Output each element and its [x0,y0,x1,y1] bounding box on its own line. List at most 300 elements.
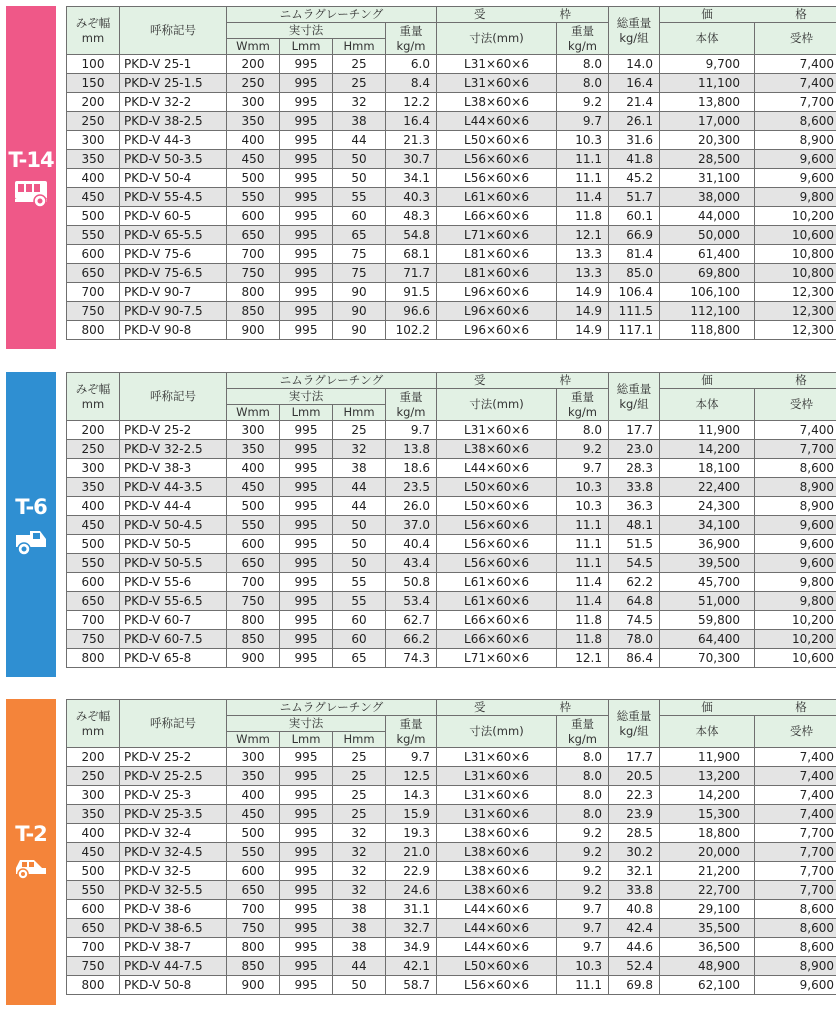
cell-frame-weight: 11.4 [557,592,609,611]
col-width: みぞ幅 mm [67,700,120,748]
cell-total-weight: 81.4 [609,245,660,264]
cell-code: PKD-V 50-5 [120,535,227,554]
cell-wmm: 900 [227,321,280,340]
cell-total-weight: 16.4 [609,74,660,93]
cell-width: 500 [67,535,120,554]
bus-icon [14,180,48,212]
cell-hmm: 25 [333,748,386,767]
cell-wmm: 350 [227,440,280,459]
col-grating: ニ ム ラ グ レ ー チ ン グ [227,7,437,23]
table-row [67,131,836,150]
cell-grating-weight: 71.7 [386,264,437,283]
cell-frame-size: L56×60×6 [437,516,557,535]
cell-total-weight: 32.1 [609,862,660,881]
cell-grating-weight: 42.1 [386,957,437,976]
cell-code: PKD-V 65-5.5 [120,226,227,245]
cell-grating-weight: 12.5 [386,767,437,786]
cell-frame-weight: 11.8 [557,207,609,226]
cell-frame-weight: 14.9 [557,302,609,321]
cell-price-body: 39,500 [660,554,755,573]
cell-price-frame: 7,700 [755,862,836,881]
cell-width: 800 [67,321,120,340]
cell-frame-weight: 8.0 [557,421,609,440]
cell-wmm: 900 [227,649,280,668]
cell-wmm: 400 [227,131,280,150]
cell-frame-size: L38×60×6 [437,843,557,862]
cell-frame-size: L66×60×6 [437,630,557,649]
cell-frame-size: L31×60×6 [437,786,557,805]
table-row [67,283,836,302]
cell-wmm: 750 [227,919,280,938]
cell-lmm: 995 [280,207,333,226]
cell-width: 100 [67,55,120,74]
cell-wmm: 550 [227,516,280,535]
cell-wmm: 750 [227,592,280,611]
cell-width: 200 [67,93,120,112]
cell-code: PKD-V 90-7 [120,283,227,302]
cell-price-frame: 9,600 [755,150,836,169]
cell-grating-weight: 58.7 [386,976,437,995]
table-row [67,150,836,169]
cell-lmm: 995 [280,805,333,824]
table-row [67,302,836,321]
cell-width: 200 [67,748,120,767]
cell-lmm: 995 [280,516,333,535]
cell-price-frame: 9,600 [755,169,836,188]
cell-grating-weight: 50.8 [386,573,437,592]
col-lmm: Lmm [280,39,333,55]
cell-wmm: 700 [227,900,280,919]
load-class-tab [6,6,56,349]
cell-frame-size: L44×60×6 [437,900,557,919]
cell-total-weight: 33.8 [609,478,660,497]
cell-code: PKD-V 90-8 [120,321,227,340]
cell-hmm: 75 [333,245,386,264]
cell-hmm: 60 [333,630,386,649]
cell-price-frame: 7,400 [755,74,836,93]
cell-code: PKD-V 25-2 [120,748,227,767]
cell-price-body: 22,400 [660,478,755,497]
table-row [67,93,836,112]
cell-frame-size: L31×60×6 [437,421,557,440]
cell-grating-weight: 9.7 [386,421,437,440]
cell-frame-size: L96×60×6 [437,321,557,340]
cell-frame-size: L38×60×6 [437,824,557,843]
cell-lmm: 995 [280,440,333,459]
cell-price-body: 18,800 [660,824,755,843]
table-row [67,573,836,592]
cell-grating-weight: 40.3 [386,188,437,207]
cell-frame-size: L50×60×6 [437,957,557,976]
cell-total-weight: 28.3 [609,459,660,478]
cell-total-weight: 78.0 [609,630,660,649]
cell-total-weight: 23.0 [609,440,660,459]
load-class-tab [6,699,56,1005]
cell-wmm: 800 [227,938,280,957]
cell-frame-weight: 9.2 [557,440,609,459]
cell-lmm: 995 [280,957,333,976]
col-frame-weight: 重量 kg/m [557,23,609,55]
cell-price-body: 24,300 [660,497,755,516]
table-row [67,919,836,938]
cell-lmm: 995 [280,188,333,207]
cell-price-frame: 10,600 [755,649,836,668]
cell-total-weight: 42.4 [609,919,660,938]
cell-hmm: 25 [333,805,386,824]
cell-code: PKD-V 50-4 [120,169,227,188]
cell-wmm: 200 [227,55,280,74]
cell-lmm: 995 [280,535,333,554]
cell-grating-weight: 19.3 [386,824,437,843]
table-row [67,957,836,976]
cell-grating-weight: 43.4 [386,554,437,573]
cell-hmm: 90 [333,283,386,302]
col-code: 呼称記号 [120,700,227,748]
cell-frame-size: L81×60×6 [437,264,557,283]
cell-price-frame: 7,700 [755,93,836,112]
cell-price-frame: 8,900 [755,497,836,516]
cell-grating-weight: 18.6 [386,459,437,478]
cell-wmm: 400 [227,459,280,478]
cell-total-weight: 86.4 [609,649,660,668]
cell-frame-weight: 8.0 [557,55,609,74]
col-price: 価 格 [660,373,836,389]
col-lmm: Lmm [280,732,333,748]
cell-frame-weight: 11.4 [557,188,609,207]
col-frame-size: 寸法(mm) [437,23,557,55]
col-price-body: 本体 [660,23,755,55]
spec-table [66,6,836,340]
col-total-weight: 総重量 kg/組 [609,700,660,748]
cell-hmm: 32 [333,824,386,843]
cell-total-weight: 111.5 [609,302,660,321]
cell-width: 750 [67,302,120,321]
cell-lmm: 995 [280,611,333,630]
cell-price-frame: 10,600 [755,226,836,245]
cell-code: PKD-V 60-7.5 [120,630,227,649]
cell-width: 450 [67,843,120,862]
col-lmm: Lmm [280,405,333,421]
cell-code: PKD-V 50-8 [120,976,227,995]
col-wmm: Wmm [227,405,280,421]
cell-code: PKD-V 50-5.5 [120,554,227,573]
col-price: 価 格 [660,7,836,23]
cell-grating-weight: 40.4 [386,535,437,554]
load-class-tab [6,372,56,677]
car-icon [14,854,48,884]
col-grating: ニ ム ラ グ レ ー チ ン グ [227,373,437,389]
col-frame-size: 寸法(mm) [437,389,557,421]
cell-total-weight: 22.3 [609,786,660,805]
cell-price-frame: 8,900 [755,957,836,976]
table-row [67,843,836,862]
cell-price-body: 48,900 [660,957,755,976]
cell-price-body: 38,000 [660,188,755,207]
table-row [67,900,836,919]
cell-total-weight: 106.4 [609,283,660,302]
spec-section [6,699,832,1005]
cell-lmm: 995 [280,150,333,169]
table-row [67,55,836,74]
cell-total-weight: 33.8 [609,881,660,900]
cell-frame-size: L56×60×6 [437,150,557,169]
cell-frame-weight: 9.2 [557,93,609,112]
cell-code: PKD-V 25-2 [120,421,227,440]
cell-price-body: 17,000 [660,112,755,131]
cell-total-weight: 74.5 [609,611,660,630]
cell-width: 800 [67,976,120,995]
cell-hmm: 50 [333,169,386,188]
cell-lmm: 995 [280,459,333,478]
cell-frame-size: L71×60×6 [437,226,557,245]
cell-total-weight: 44.6 [609,938,660,957]
cell-grating-weight: 62.7 [386,611,437,630]
col-grating-weight: 重量 kg/m [386,23,437,55]
cell-width: 750 [67,630,120,649]
cell-wmm: 750 [227,264,280,283]
table-row [67,169,836,188]
table-row [67,554,836,573]
cell-frame-weight: 13.3 [557,264,609,283]
cell-price-body: 22,700 [660,881,755,900]
cell-hmm: 44 [333,131,386,150]
cell-lmm: 995 [280,592,333,611]
cell-code: PKD-V 32-5.5 [120,881,227,900]
cell-price-frame: 10,200 [755,630,836,649]
cell-width: 550 [67,881,120,900]
load-class-label: T-6 [15,494,47,519]
cell-frame-size: L56×60×6 [437,169,557,188]
cell-lmm: 995 [280,55,333,74]
table-row [67,611,836,630]
table-row [67,805,836,824]
cell-grating-weight: 54.8 [386,226,437,245]
cell-price-body: 31,100 [660,169,755,188]
cell-frame-weight: 8.0 [557,748,609,767]
cell-lmm: 995 [280,919,333,938]
cell-total-weight: 117.1 [609,321,660,340]
cell-price-frame: 8,600 [755,919,836,938]
cell-code: PKD-V 32-4.5 [120,843,227,862]
cell-frame-weight: 8.0 [557,786,609,805]
cell-wmm: 700 [227,573,280,592]
table-row [67,207,836,226]
cell-hmm: 32 [333,93,386,112]
cell-frame-weight: 11.1 [557,169,609,188]
cell-total-weight: 48.1 [609,516,660,535]
cell-frame-size: L44×60×6 [437,919,557,938]
cell-code: PKD-V 25-3.5 [120,805,227,824]
cell-code: PKD-V 38-6 [120,900,227,919]
cell-lmm: 995 [280,283,333,302]
table-row [67,226,836,245]
cell-price-body: 13,800 [660,93,755,112]
cell-grating-weight: 21.0 [386,843,437,862]
cell-price-frame: 9,600 [755,516,836,535]
cell-total-weight: 36.3 [609,497,660,516]
cell-lmm: 995 [280,302,333,321]
cell-hmm: 75 [333,264,386,283]
cell-price-body: 59,800 [660,611,755,630]
cell-frame-weight: 11.1 [557,150,609,169]
cell-code: PKD-V 25-1 [120,55,227,74]
cell-frame-weight: 10.3 [557,131,609,150]
cell-width: 700 [67,938,120,957]
cell-price-frame: 7,700 [755,440,836,459]
cell-lmm: 995 [280,264,333,283]
cell-total-weight: 51.7 [609,188,660,207]
cell-price-frame: 7,700 [755,824,836,843]
cell-wmm: 300 [227,748,280,767]
cell-price-body: 118,800 [660,321,755,340]
cell-hmm: 44 [333,497,386,516]
col-grating-weight: 重量 kg/m [386,389,437,421]
cell-hmm: 65 [333,226,386,245]
cell-lmm: 995 [280,748,333,767]
cell-width: 700 [67,283,120,302]
cell-hmm: 38 [333,919,386,938]
cell-grating-weight: 9.7 [386,748,437,767]
cell-frame-weight: 11.8 [557,611,609,630]
cell-code: PKD-V 90-7.5 [120,302,227,321]
table-row [67,767,836,786]
cell-code: PKD-V 60-5 [120,207,227,226]
cell-hmm: 90 [333,302,386,321]
cell-wmm: 800 [227,611,280,630]
cell-price-body: 106,100 [660,283,755,302]
cell-grating-weight: 96.6 [386,302,437,321]
cell-price-body: 11,100 [660,74,755,93]
truck-icon [14,527,48,561]
cell-frame-size: L31×60×6 [437,767,557,786]
cell-hmm: 32 [333,843,386,862]
cell-grating-weight: 68.1 [386,245,437,264]
load-class-label: T-2 [15,822,47,846]
cell-price-body: 15,300 [660,805,755,824]
cell-frame-size: L44×60×6 [437,938,557,957]
cell-width: 650 [67,919,120,938]
cell-width: 600 [67,573,120,592]
cell-lmm: 995 [280,421,333,440]
cell-grating-weight: 34.9 [386,938,437,957]
cell-grating-weight: 6.0 [386,55,437,74]
cell-frame-size: L56×60×6 [437,554,557,573]
cell-width: 500 [67,207,120,226]
cell-code: PKD-V 55-6.5 [120,592,227,611]
cell-price-body: 64,400 [660,630,755,649]
cell-lmm: 995 [280,786,333,805]
cell-hmm: 60 [333,611,386,630]
cell-frame-size: L61×60×6 [437,592,557,611]
col-width: みぞ幅 mm [67,373,120,421]
cell-price-frame: 9,600 [755,535,836,554]
cell-frame-size: L50×60×6 [437,497,557,516]
cell-total-weight: 51.5 [609,535,660,554]
cell-price-body: 36,900 [660,535,755,554]
cell-price-frame: 7,400 [755,421,836,440]
cell-price-frame: 9,800 [755,188,836,207]
cell-wmm: 250 [227,74,280,93]
cell-frame-weight: 9.2 [557,843,609,862]
cell-price-frame: 8,600 [755,938,836,957]
cell-price-body: 70,300 [660,649,755,668]
col-frame: 受 枠 [437,7,609,23]
table-row [67,421,836,440]
cell-price-frame: 7,400 [755,805,836,824]
cell-frame-weight: 14.9 [557,283,609,302]
cell-price-frame: 8,600 [755,112,836,131]
cell-wmm: 500 [227,169,280,188]
cell-lmm: 995 [280,573,333,592]
cell-wmm: 850 [227,957,280,976]
cell-frame-weight: 10.3 [557,478,609,497]
cell-price-frame: 9,600 [755,554,836,573]
cell-lmm: 995 [280,824,333,843]
cell-lmm: 995 [280,976,333,995]
cell-frame-weight: 10.3 [557,957,609,976]
cell-frame-weight: 11.8 [557,630,609,649]
cell-price-frame: 8,900 [755,478,836,497]
cell-price-body: 44,000 [660,207,755,226]
cell-lmm: 995 [280,497,333,516]
cell-frame-size: L31×60×6 [437,55,557,74]
cell-width: 500 [67,862,120,881]
cell-frame-size: L31×60×6 [437,805,557,824]
cell-hmm: 44 [333,478,386,497]
cell-frame-size: L96×60×6 [437,283,557,302]
cell-price-body: 14,200 [660,786,755,805]
cell-lmm: 995 [280,131,333,150]
cell-lmm: 995 [280,900,333,919]
cell-price-frame: 12,300 [755,302,836,321]
spec-section [6,372,832,677]
cell-wmm: 600 [227,207,280,226]
cell-lmm: 995 [280,767,333,786]
cell-grating-weight: 22.9 [386,862,437,881]
cell-price-body: 61,400 [660,245,755,264]
cell-price-frame: 12,300 [755,283,836,302]
cell-frame-weight: 12.1 [557,226,609,245]
cell-grating-weight: 66.2 [386,630,437,649]
cell-code: PKD-V 25-2.5 [120,767,227,786]
cell-wmm: 600 [227,535,280,554]
cell-width: 250 [67,767,120,786]
cell-code: PKD-V 32-2 [120,93,227,112]
cell-lmm: 995 [280,245,333,264]
col-hmm: Hmm [333,39,386,55]
cell-width: 600 [67,245,120,264]
cell-code: PKD-V 55-4.5 [120,188,227,207]
cell-total-weight: 52.4 [609,957,660,976]
cell-wmm: 650 [227,554,280,573]
cell-frame-size: L56×60×6 [437,535,557,554]
cell-grating-weight: 14.3 [386,786,437,805]
cell-width: 650 [67,592,120,611]
table-row [67,478,836,497]
cell-lmm: 995 [280,630,333,649]
cell-frame-weight: 11.1 [557,535,609,554]
cell-lmm: 995 [280,938,333,957]
cell-hmm: 50 [333,976,386,995]
cell-price-frame: 12,300 [755,321,836,340]
cell-price-body: 112,100 [660,302,755,321]
cell-code: PKD-V 75-6.5 [120,264,227,283]
cell-frame-weight: 8.0 [557,74,609,93]
cell-hmm: 32 [333,862,386,881]
cell-width: 300 [67,459,120,478]
cell-price-frame: 7,400 [755,786,836,805]
cell-code: PKD-V 38-7 [120,938,227,957]
